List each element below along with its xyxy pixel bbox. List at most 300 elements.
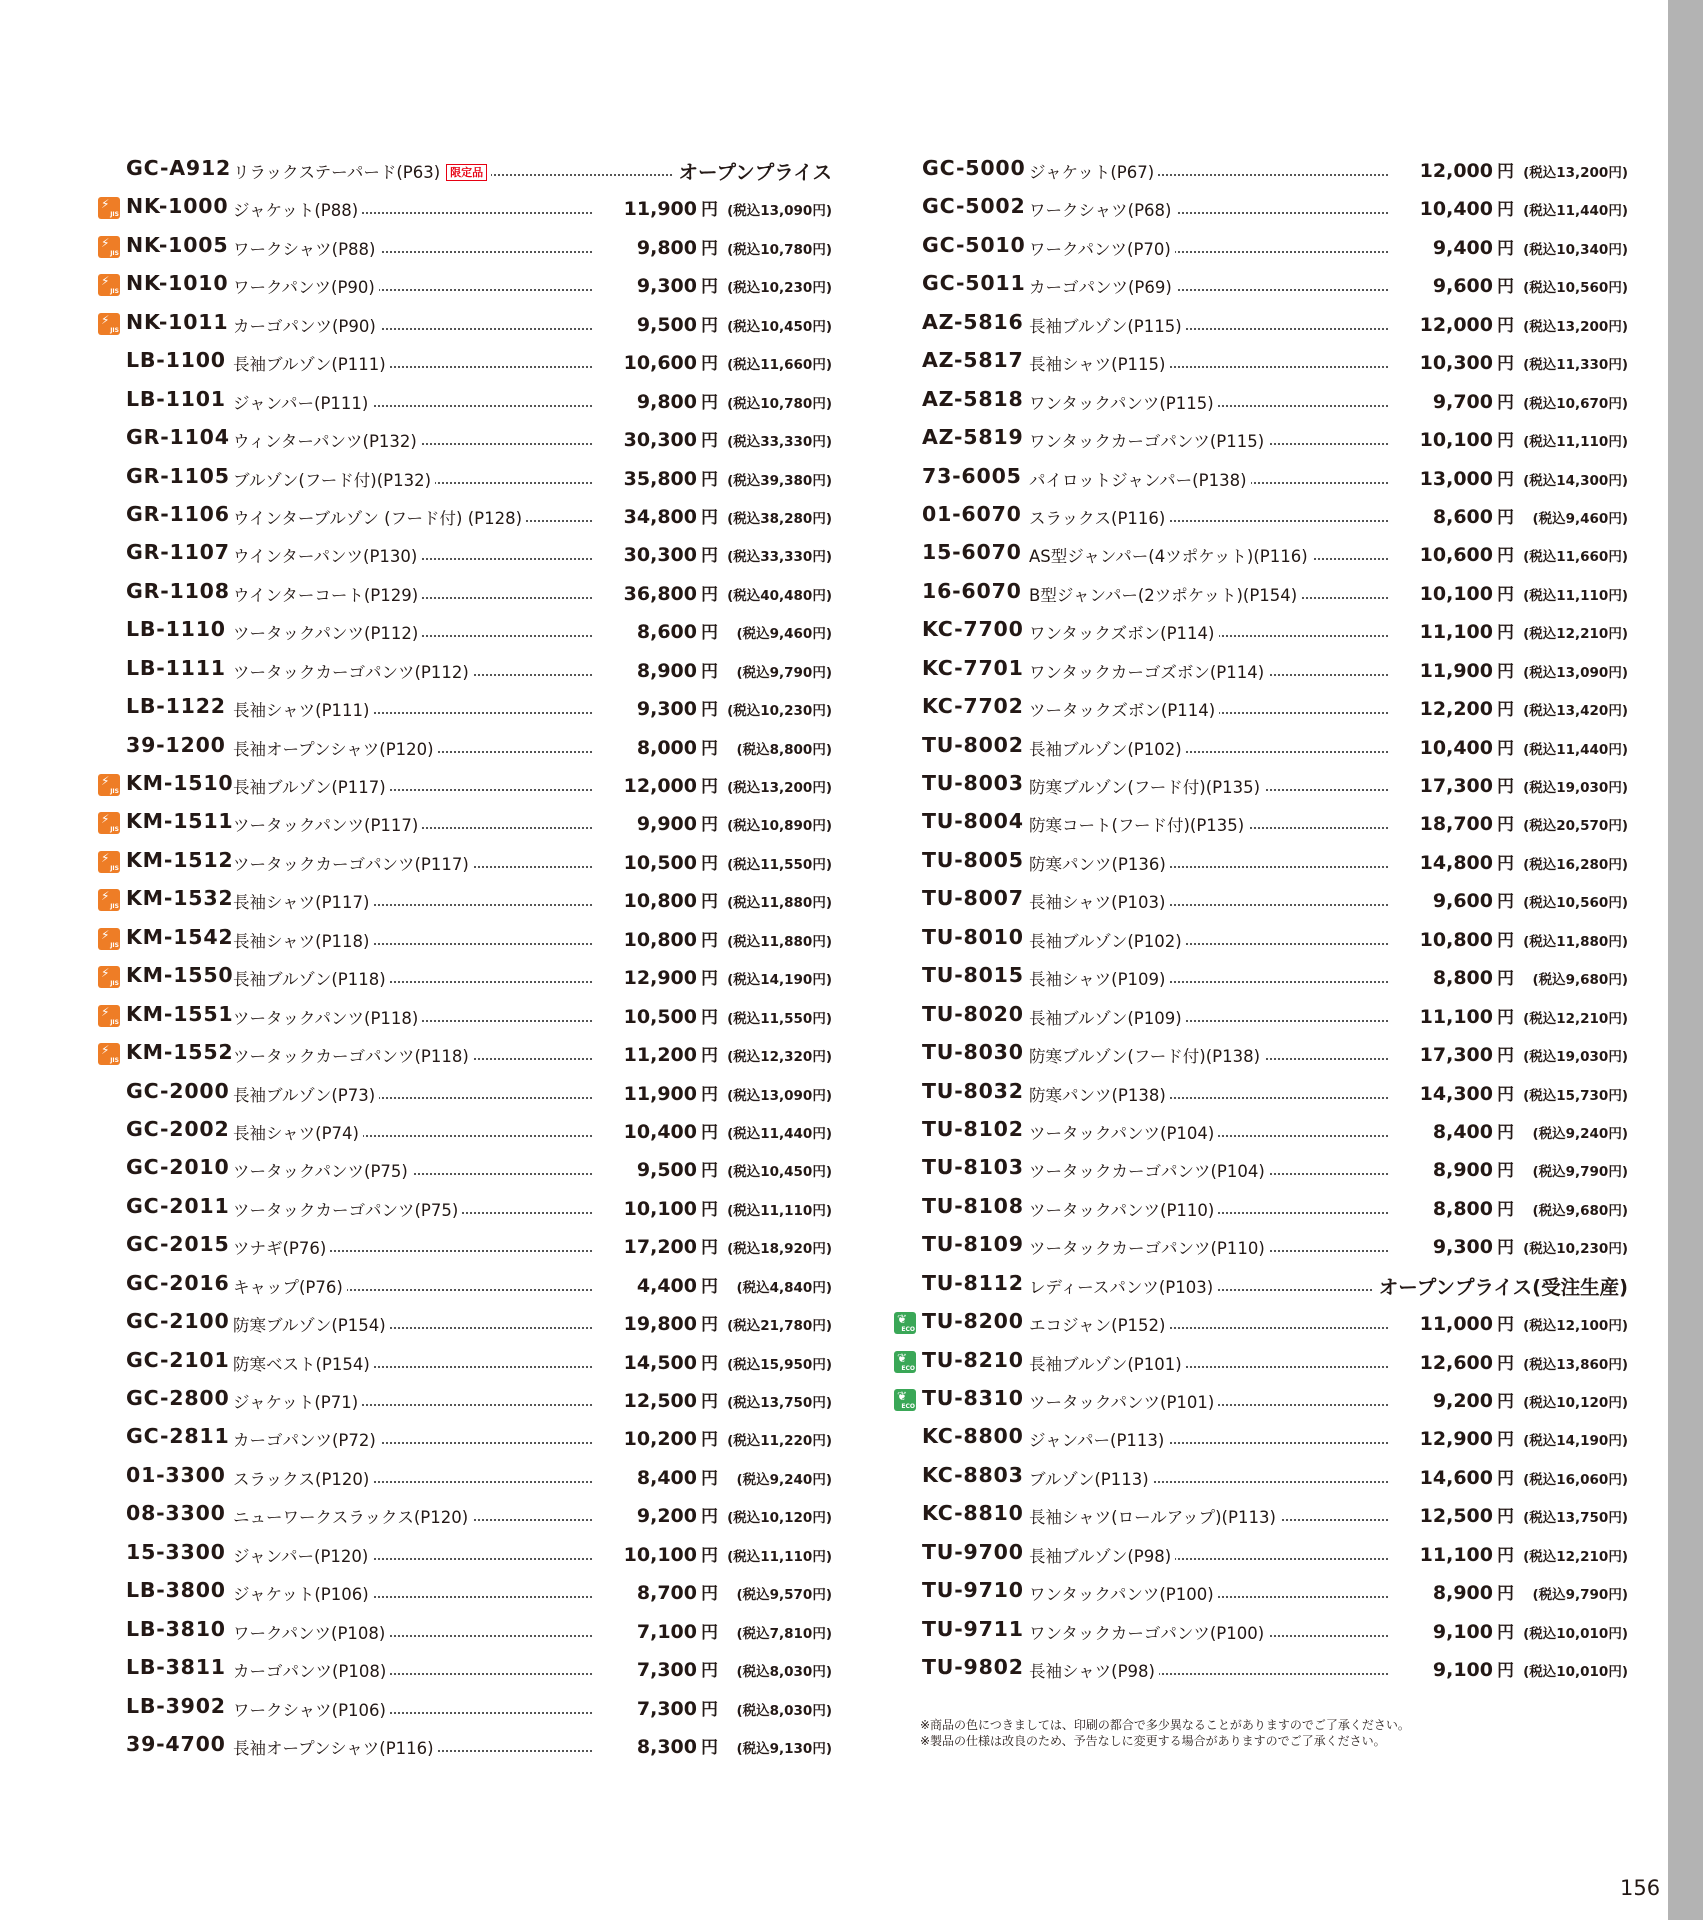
product-name	[233, 467, 435, 491]
tax-included-price: (税込7,810円)	[736, 1625, 832, 1642]
product-row	[96, 1190, 832, 1228]
product-name	[1029, 428, 1268, 452]
price: 7,300	[636, 1659, 697, 1682]
product-row	[892, 1651, 1628, 1689]
product-name-text: ワークパンツ(P90)	[233, 278, 375, 298]
product-name-text: ツータックパンツ(P101)	[1029, 1393, 1215, 1412]
price-box	[593, 388, 832, 413]
product-name-text: ジャケット(P106)	[233, 1585, 369, 1605]
product-row	[96, 1228, 832, 1266]
product-name-text: スラックス(P120)	[233, 1469, 370, 1489]
yen-label: 円	[701, 777, 718, 797]
tax-included-price: (税込10,230円)	[727, 703, 832, 720]
tax-included-price: (税込15,950円)	[727, 1356, 832, 1373]
product-name	[233, 274, 379, 298]
price: 12,900	[1419, 1428, 1493, 1451]
product-row	[96, 729, 832, 767]
tax-included-price: (税込8,030円)	[736, 1664, 832, 1681]
price: 9,800	[636, 390, 697, 413]
product-code: KC-8800	[922, 1424, 1024, 1449]
price-box	[593, 1656, 832, 1681]
product-code: GC-2811	[126, 1424, 230, 1449]
product-name-text: ジャケット(P88)	[233, 201, 359, 221]
price: 7,300	[636, 1697, 697, 1720]
product-code: KM-1551	[126, 1001, 234, 1026]
product-row	[96, 460, 832, 498]
product-row	[96, 998, 832, 1036]
product-row	[892, 805, 1628, 843]
product-code: GC-5002	[922, 194, 1026, 219]
tax-included-price: (税込16,280円)	[1523, 856, 1628, 873]
product-name	[1029, 1389, 1218, 1413]
price-box	[1389, 195, 1628, 220]
price-box	[1389, 1502, 1628, 1527]
product-code: GC-5000	[922, 156, 1026, 180]
lightning-icon: ⚡	[101, 235, 110, 250]
product-name	[233, 1620, 389, 1644]
price: 9,800	[636, 236, 697, 259]
tax-included-price: (税込13,750円)	[727, 1395, 832, 1411]
product-row	[892, 767, 1628, 805]
product-name-text: ワンタックカーゴパンツ(P115)	[1029, 432, 1265, 452]
badge-label: JIS	[110, 864, 119, 872]
price: 10,600	[623, 352, 697, 375]
yen-label: 円	[1497, 892, 1514, 913]
product-name	[1029, 1158, 1269, 1182]
jis-badge-icon	[98, 1005, 120, 1027]
product-name-text: 長袖オープンシャツ(P116)	[233, 1738, 434, 1758]
tax-included-price: (税込12,320円)	[727, 1049, 832, 1066]
product-name-text: 長袖シャツ(P115)	[1029, 355, 1166, 375]
yen-label: 円	[1497, 777, 1514, 797]
product-row	[96, 1113, 832, 1151]
product-name-text: ツータックカーゴパンツ(P112)	[233, 662, 469, 682]
product-row	[892, 998, 1628, 1036]
product-name-text: 長袖シャツ(P118)	[233, 931, 370, 951]
yen-label: 円	[701, 392, 718, 413]
product-name-text: 長袖ブルゾン(P109)	[1029, 1008, 1182, 1028]
product-name	[233, 620, 422, 644]
product-row	[96, 652, 832, 690]
yen-label: 円	[701, 315, 718, 336]
product-code: TU-8210	[922, 1347, 1024, 1372]
product-code: GC-2016	[126, 1270, 230, 1295]
yen-label: 円	[1497, 1084, 1514, 1105]
tax-included-price: (税込12,210円)	[1523, 626, 1628, 643]
yen-label: 円	[1497, 1353, 1514, 1374]
product-row	[892, 383, 1628, 421]
price: 17,300	[1419, 1044, 1493, 1067]
product-name	[1029, 774, 1264, 798]
product-name	[1029, 351, 1170, 375]
product-name-text: ツータックパンツ(P110)	[1029, 1200, 1215, 1220]
price-box	[1389, 887, 1628, 912]
product-name	[233, 1543, 372, 1567]
price-box	[1389, 311, 1628, 336]
product-name	[233, 812, 422, 836]
product-row	[892, 421, 1628, 459]
product-code: LB-3810	[126, 1616, 226, 1641]
product-row	[892, 1036, 1628, 1074]
product-code: TU-8109	[922, 1232, 1024, 1257]
tax-included-price: (税込11,660円)	[727, 357, 832, 374]
tax-included-price: (税込13,090円)	[727, 203, 832, 220]
price-box	[1389, 234, 1628, 259]
product-name-text: 長袖ブルゾン(P117)	[233, 778, 386, 797]
product-code: KM-1542	[126, 924, 234, 949]
product-name-text: カーゴパンツ(P90)	[233, 316, 376, 336]
product-name-text: 長袖シャツ(P103)	[1029, 893, 1166, 913]
yen-label: 円	[1497, 200, 1514, 221]
product-row	[96, 1151, 832, 1189]
yen-label: 円	[1497, 815, 1514, 836]
jis-badge-icon	[98, 1043, 120, 1065]
price-box	[593, 272, 832, 297]
product-name	[1029, 851, 1170, 875]
product-row	[96, 805, 832, 843]
product-name-text: ツータックズボン(P114)	[1029, 701, 1216, 721]
price-box	[593, 1387, 832, 1412]
product-code: TU-8200	[922, 1309, 1024, 1334]
yen-label: 円	[1497, 315, 1514, 336]
product-name-text: B型ジャンパー(2ツポケット)(P154)	[1029, 585, 1298, 605]
yen-label: 円	[701, 738, 718, 759]
product-name	[1029, 659, 1268, 683]
product-name	[233, 159, 491, 183]
product-name-text: 長袖シャツ(P98)	[1029, 1662, 1155, 1682]
price-box	[1389, 1041, 1628, 1066]
product-row	[96, 921, 832, 959]
yen-label: 円	[1497, 1392, 1514, 1412]
price-box	[593, 734, 832, 759]
price: 8,900	[1432, 1159, 1493, 1182]
tax-included-price: (税込11,880円)	[727, 895, 832, 912]
product-code: TU-8003	[922, 771, 1024, 795]
jis-badge-icon	[98, 812, 120, 834]
product-name	[1029, 313, 1186, 337]
product-name	[233, 1312, 390, 1336]
yen-label: 円	[701, 238, 718, 259]
price-box	[593, 964, 832, 989]
limited-tag: 限定品	[446, 164, 487, 181]
yen-label: 円	[701, 1238, 718, 1259]
product-name-text: ツータックカーゴパンツ(P118)	[233, 1047, 469, 1067]
price-box	[593, 772, 832, 797]
product-name	[233, 928, 374, 952]
yen-label: 円	[1497, 1199, 1514, 1220]
tax-included-price: (税込14,190円)	[727, 972, 832, 989]
tax-included-price: (税込9,130円)	[736, 1740, 832, 1757]
footnotes	[920, 1717, 1410, 1749]
product-name-text: パイロットジャンパー(P138)	[1029, 470, 1247, 490]
product-code: TU-9700	[922, 1539, 1024, 1564]
price: 8,400	[636, 1466, 697, 1489]
product-code: LB-3902	[126, 1693, 226, 1718]
price-box	[593, 1272, 832, 1297]
product-row	[96, 498, 832, 536]
product-name-text: ブルゾン(フード付)(P132)	[233, 470, 432, 490]
product-name	[233, 1735, 438, 1759]
product-code: TU-8112	[922, 1270, 1024, 1295]
product-name	[233, 1658, 390, 1682]
product-row	[96, 383, 832, 421]
product-code: TU-8015	[922, 963, 1024, 988]
product-code: GC-2800	[126, 1386, 230, 1410]
yen-label: 円	[701, 1545, 718, 1566]
price-box	[593, 1695, 832, 1720]
product-code: 73-6005	[922, 463, 1022, 488]
price: 10,800	[1419, 928, 1493, 951]
eco-badge-icon	[894, 1351, 916, 1373]
price-box	[1389, 810, 1628, 835]
product-row	[96, 882, 832, 920]
price: 11,200	[623, 1044, 697, 1067]
price-box	[1389, 541, 1628, 566]
product-code: TU-8103	[922, 1155, 1024, 1180]
product-row	[96, 1420, 832, 1458]
product-name-text: ワンタックパンツ(P115)	[1029, 393, 1214, 413]
price: 11,100	[1419, 1543, 1493, 1566]
product-row	[96, 844, 832, 882]
product-row	[892, 1536, 1628, 1574]
price: 8,300	[636, 1735, 697, 1758]
product-row	[96, 421, 832, 459]
price-box	[593, 1464, 832, 1489]
yen-label: 円	[701, 892, 718, 913]
product-row	[892, 306, 1628, 344]
badge-label: JIS	[110, 826, 119, 834]
price: 9,700	[1432, 390, 1493, 413]
product-row	[96, 1305, 832, 1343]
price-box	[593, 426, 832, 451]
price: 12,600	[1419, 1351, 1493, 1374]
price-box	[673, 157, 832, 185]
price-box	[593, 1349, 832, 1374]
yen-label: 円	[701, 1199, 718, 1220]
yen-label: 円	[1497, 1430, 1514, 1451]
tax-included-price: (税込9,240円)	[736, 1471, 832, 1488]
product-name-text: 長袖シャツ(P117)	[233, 893, 370, 913]
yen-label: 円	[701, 1122, 718, 1143]
product-name-text: 防寒ベスト(P154)	[233, 1354, 370, 1374]
yen-label: 円	[1497, 1315, 1514, 1336]
yen-label: 円	[701, 700, 718, 721]
tax-included-price: (税込21,780円)	[727, 1318, 832, 1335]
product-name	[1029, 1312, 1170, 1336]
badge-label: JIS	[110, 249, 119, 257]
tax-included-price: (税込19,030円)	[1523, 780, 1628, 796]
product-name-text: 防寒ブルゾン(フード付)(P135)	[1029, 778, 1261, 797]
tax-included-price: (税込38,280円)	[727, 510, 832, 527]
product-name-text: 防寒ブルゾン(P154)	[233, 1316, 386, 1336]
yen-label: 円	[1497, 1238, 1514, 1259]
product-row	[96, 690, 832, 728]
product-name	[233, 1235, 330, 1259]
product-row	[892, 267, 1628, 305]
product-name	[1029, 1043, 1264, 1067]
product-code: 15-6070	[922, 540, 1022, 565]
tax-included-price: (税込11,110円)	[1523, 587, 1628, 604]
price: 36,800	[623, 582, 697, 605]
tax-included-price: (税込9,680円)	[1532, 1202, 1628, 1219]
product-name	[233, 543, 421, 567]
price: 8,400	[1432, 1120, 1493, 1143]
badge-label: ECO	[901, 1326, 915, 1334]
product-name-text: 防寒コート(フード付)(P135)	[1029, 816, 1245, 836]
price-box	[593, 1310, 832, 1335]
product-name	[233, 1427, 380, 1451]
price: 8,900	[636, 659, 697, 682]
jis-badge-icon	[98, 274, 120, 296]
price: 8,800	[1432, 1197, 1493, 1220]
product-row	[96, 613, 832, 651]
product-row	[892, 575, 1628, 613]
product-code: KC-8803	[922, 1462, 1024, 1487]
tax-included-price: (税込11,330円)	[1523, 357, 1628, 374]
product-name-text: リラックステーパード(P63)	[233, 163, 441, 182]
product-row	[892, 1420, 1628, 1458]
price: 19,800	[623, 1313, 697, 1336]
price-box	[1389, 964, 1628, 989]
product-code: GR-1105	[126, 463, 230, 488]
product-row	[892, 344, 1628, 382]
price-box	[593, 926, 832, 951]
price: 12,000	[1419, 313, 1493, 336]
price: 10,400	[1419, 198, 1493, 221]
product-code: KC-7702	[922, 694, 1024, 719]
product-code: 39-1200	[126, 732, 226, 757]
yen-label: 円	[1497, 738, 1514, 759]
price: 8,700	[636, 1582, 697, 1605]
product-name	[1029, 236, 1175, 260]
product-name	[1029, 543, 1312, 567]
product-code: KC-8810	[922, 1501, 1024, 1526]
price-box	[1389, 272, 1628, 297]
yen-label: 円	[1497, 1046, 1514, 1067]
price-box	[593, 1733, 832, 1758]
product-code: GC-2011	[126, 1193, 230, 1218]
price-box	[1389, 1003, 1628, 1028]
product-name	[1029, 1620, 1268, 1644]
product-row	[96, 1574, 832, 1612]
product-code: GC-2101	[126, 1347, 230, 1372]
product-name	[233, 1120, 363, 1144]
tax-included-price: (税込16,060円)	[1523, 1471, 1628, 1488]
tax-included-price: (税込12,100円)	[1523, 1318, 1628, 1335]
price-box	[593, 195, 832, 220]
lightning-icon: ⚡	[101, 1004, 110, 1019]
product-row	[96, 1536, 832, 1574]
product-name	[1029, 966, 1170, 990]
tax-included-price: (税込19,030円)	[1523, 1049, 1628, 1066]
price: 10,600	[1419, 544, 1493, 567]
product-name	[1029, 1274, 1217, 1298]
product-code: LB-1101	[126, 386, 226, 411]
product-name	[233, 390, 372, 414]
price: 8,000	[636, 736, 697, 759]
yen-label: 円	[701, 1315, 718, 1336]
product-code: AZ-5819	[922, 425, 1024, 450]
tax-included-price: (税込11,110円)	[727, 1548, 832, 1565]
price: 10,100	[1419, 582, 1493, 605]
product-code: KC-7701	[922, 655, 1024, 680]
product-code: KM-1552	[126, 1040, 234, 1065]
tax-included-price: (税込15,730円)	[1523, 1087, 1628, 1104]
tax-included-price: (税込10,450円)	[727, 318, 832, 335]
yen-label: 円	[1497, 162, 1514, 182]
badge-label: ECO	[901, 1403, 915, 1410]
price-box	[1389, 426, 1628, 451]
tax-included-price: (税込11,110円)	[1523, 434, 1628, 451]
product-name	[233, 197, 362, 221]
product-name	[233, 313, 380, 337]
yen-label: 円	[701, 354, 718, 375]
badge-label: JIS	[110, 788, 119, 795]
product-name	[233, 351, 390, 375]
yen-label: 円	[701, 661, 718, 682]
product-row	[892, 1151, 1628, 1189]
product-name	[1029, 812, 1248, 836]
price: 14,800	[1419, 851, 1493, 874]
yen-label: 円	[1497, 238, 1514, 259]
product-name-text: ワンタックズボン(P114)	[1029, 624, 1215, 644]
yen-label: 円	[701, 1276, 718, 1297]
product-name-text: 長袖シャツ(P111)	[233, 701, 370, 721]
tax-included-price: (税込9,570円)	[736, 1587, 832, 1604]
product-name-text: 長袖オープンシャツ(P120)	[233, 739, 434, 759]
lightning-icon: ⚡	[101, 812, 110, 827]
price-list-right-column	[892, 152, 1628, 1690]
product-name	[1029, 1005, 1186, 1029]
product-code: AZ-5816	[922, 309, 1024, 334]
yen-label: 円	[701, 584, 718, 605]
product-code: LB-3800	[126, 1578, 226, 1603]
product-name-text: ジャンパー(P111)	[233, 393, 369, 413]
product-code: GR-1107	[126, 540, 230, 565]
yen-label: 円	[1497, 546, 1514, 567]
yen-label: 円	[1497, 392, 1514, 413]
yen-label: 円	[1497, 1661, 1514, 1682]
tax-included-price: (税込9,790円)	[1532, 1587, 1628, 1604]
tax-included-price: (税込9,240円)	[1532, 1125, 1628, 1142]
product-name	[233, 851, 473, 875]
price-box	[1389, 1118, 1628, 1143]
yen-label: 円	[701, 1584, 718, 1605]
product-code: LB-1100	[126, 348, 226, 373]
product-code: NK-1011	[126, 309, 229, 334]
product-name	[233, 505, 526, 529]
price-box	[1389, 388, 1628, 413]
price-box	[593, 1156, 832, 1181]
product-name	[233, 1197, 462, 1221]
product-name	[1029, 390, 1218, 414]
tax-included-price: (税込9,460円)	[1532, 510, 1628, 527]
price: 12,500	[623, 1390, 697, 1412]
product-row	[892, 1228, 1628, 1266]
jis-badge-icon	[98, 313, 120, 335]
leaf-icon: ❦	[897, 1312, 908, 1327]
price: 9,100	[1432, 1620, 1493, 1643]
product-name-text: 長袖ブルゾン(P111)	[233, 355, 386, 375]
price: 9,500	[636, 313, 697, 336]
price-box	[593, 618, 832, 643]
yen-label: 円	[701, 1661, 718, 1682]
product-name-text: 長袖ブルゾン(P118)	[233, 970, 386, 990]
jis-badge-icon	[98, 889, 120, 911]
badge-label: JIS	[110, 903, 119, 911]
product-row	[96, 575, 832, 613]
product-name	[233, 236, 380, 260]
